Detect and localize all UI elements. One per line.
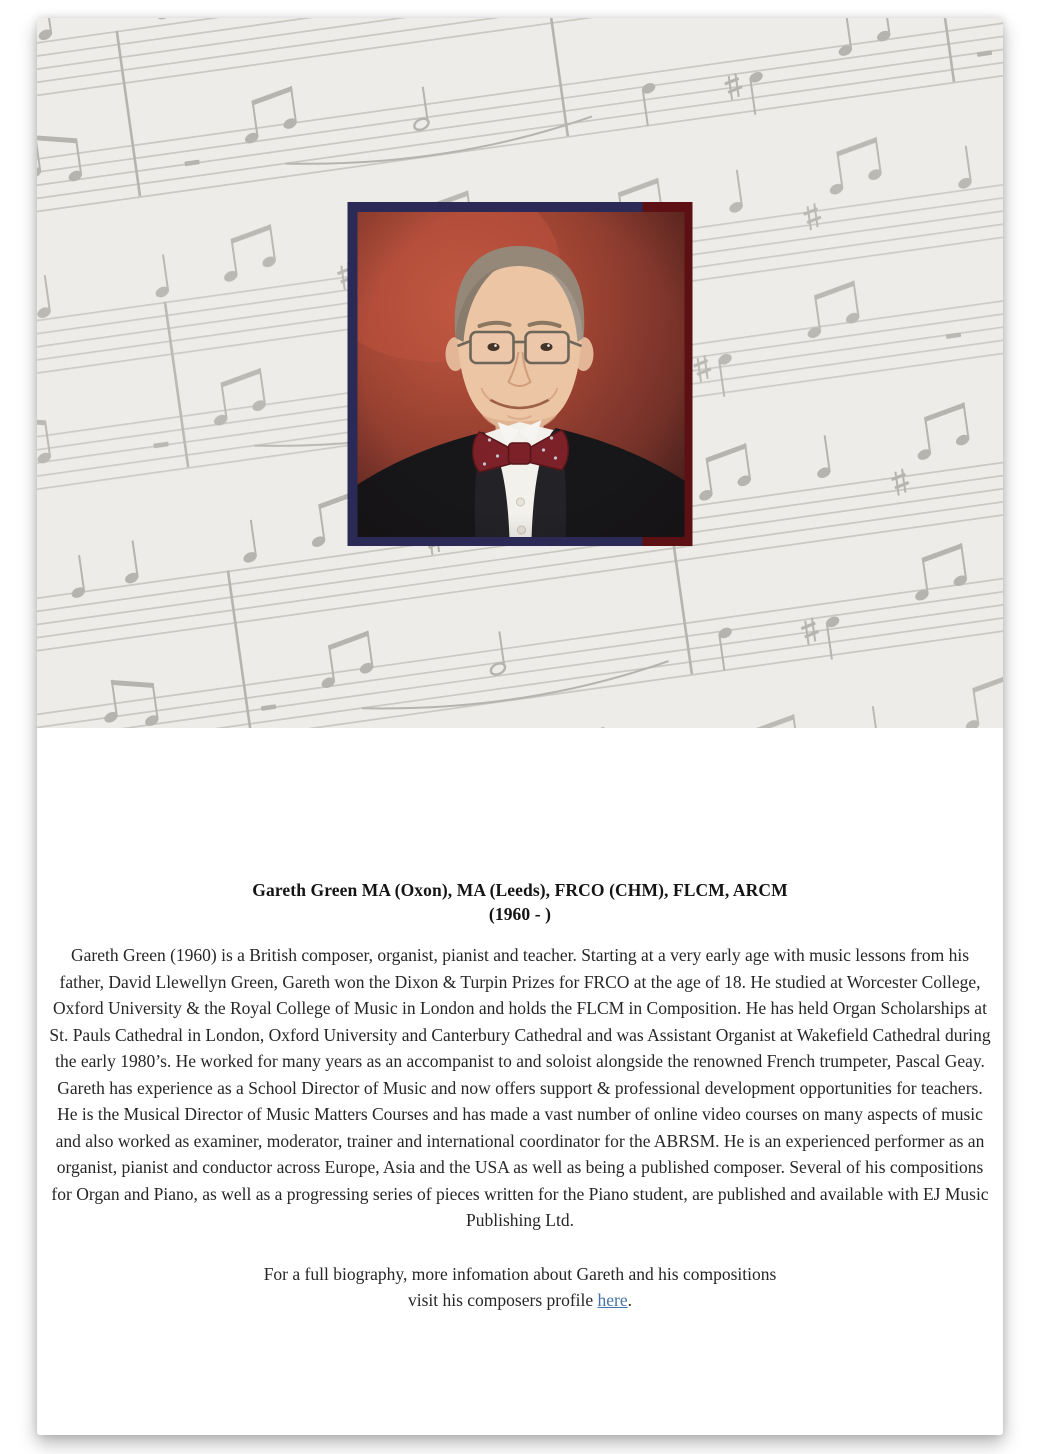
- bio-paragraph: Gareth Green (1960) is a British composer, organist, pianist and teacher. Starting at a very early age with music lessons from his father, David Llewellyn Green, Gareth won the Dixon & Turpin Prizes for FRCO at the age of 18. He studied at Worcester College, Oxford University & the Royal College of Music in London and holds the FLCM in Composition. He has held Organ Scholarships at St. Pauls Cathedral in London, Oxford University and Canterbury Cathedral and was Assistant Organist at Wakefield Cathedral during the early 1980’s. He worked for many years as an accompanist to and soloist alongside the renowned French trumpeter, Pascal Geay. Gareth has experience as a School Director of Music and now offers support & professional development opportunities for teachers. He is the Musical Director of Music Matters Courses and has made a vast number of online video courses on many aspects of music and also worked as examiner, moderator, trainer and international coordinator for the ABRSM. He is an experienced performer as an organist, pianist and conductor across Europe, Asia and the USA as well as being a published composer. Several of his compositions for Organ and Piano, as well as a progressing series of pieces written for the Piano student, are published and available with EJ Music Publishing Ltd.: [49, 945, 991, 1230]
- portrait-photo: [358, 212, 685, 537]
- closing-note: [49, 1261, 991, 1314]
- portrait-frame: [348, 202, 693, 546]
- composer-profile-link[interactable]: here: [597, 1290, 628, 1310]
- closing-line-1: For a full biography, more infomation about Gareth and his compositions: [263, 1263, 777, 1284]
- page-card: [37, 18, 1003, 1435]
- closing-line-2: visit his composers profile: [407, 1290, 598, 1310]
- hero-section: [37, 18, 1003, 728]
- page-title: Gareth Green MA (Oxon), MA (Leeds), FRCO (CHM), FLCM, ARCM: [252, 880, 788, 900]
- life-years: (1960 - ): [488, 904, 552, 924]
- bio-section: [37, 728, 1003, 1314]
- closing-period: .: [627, 1290, 633, 1310]
